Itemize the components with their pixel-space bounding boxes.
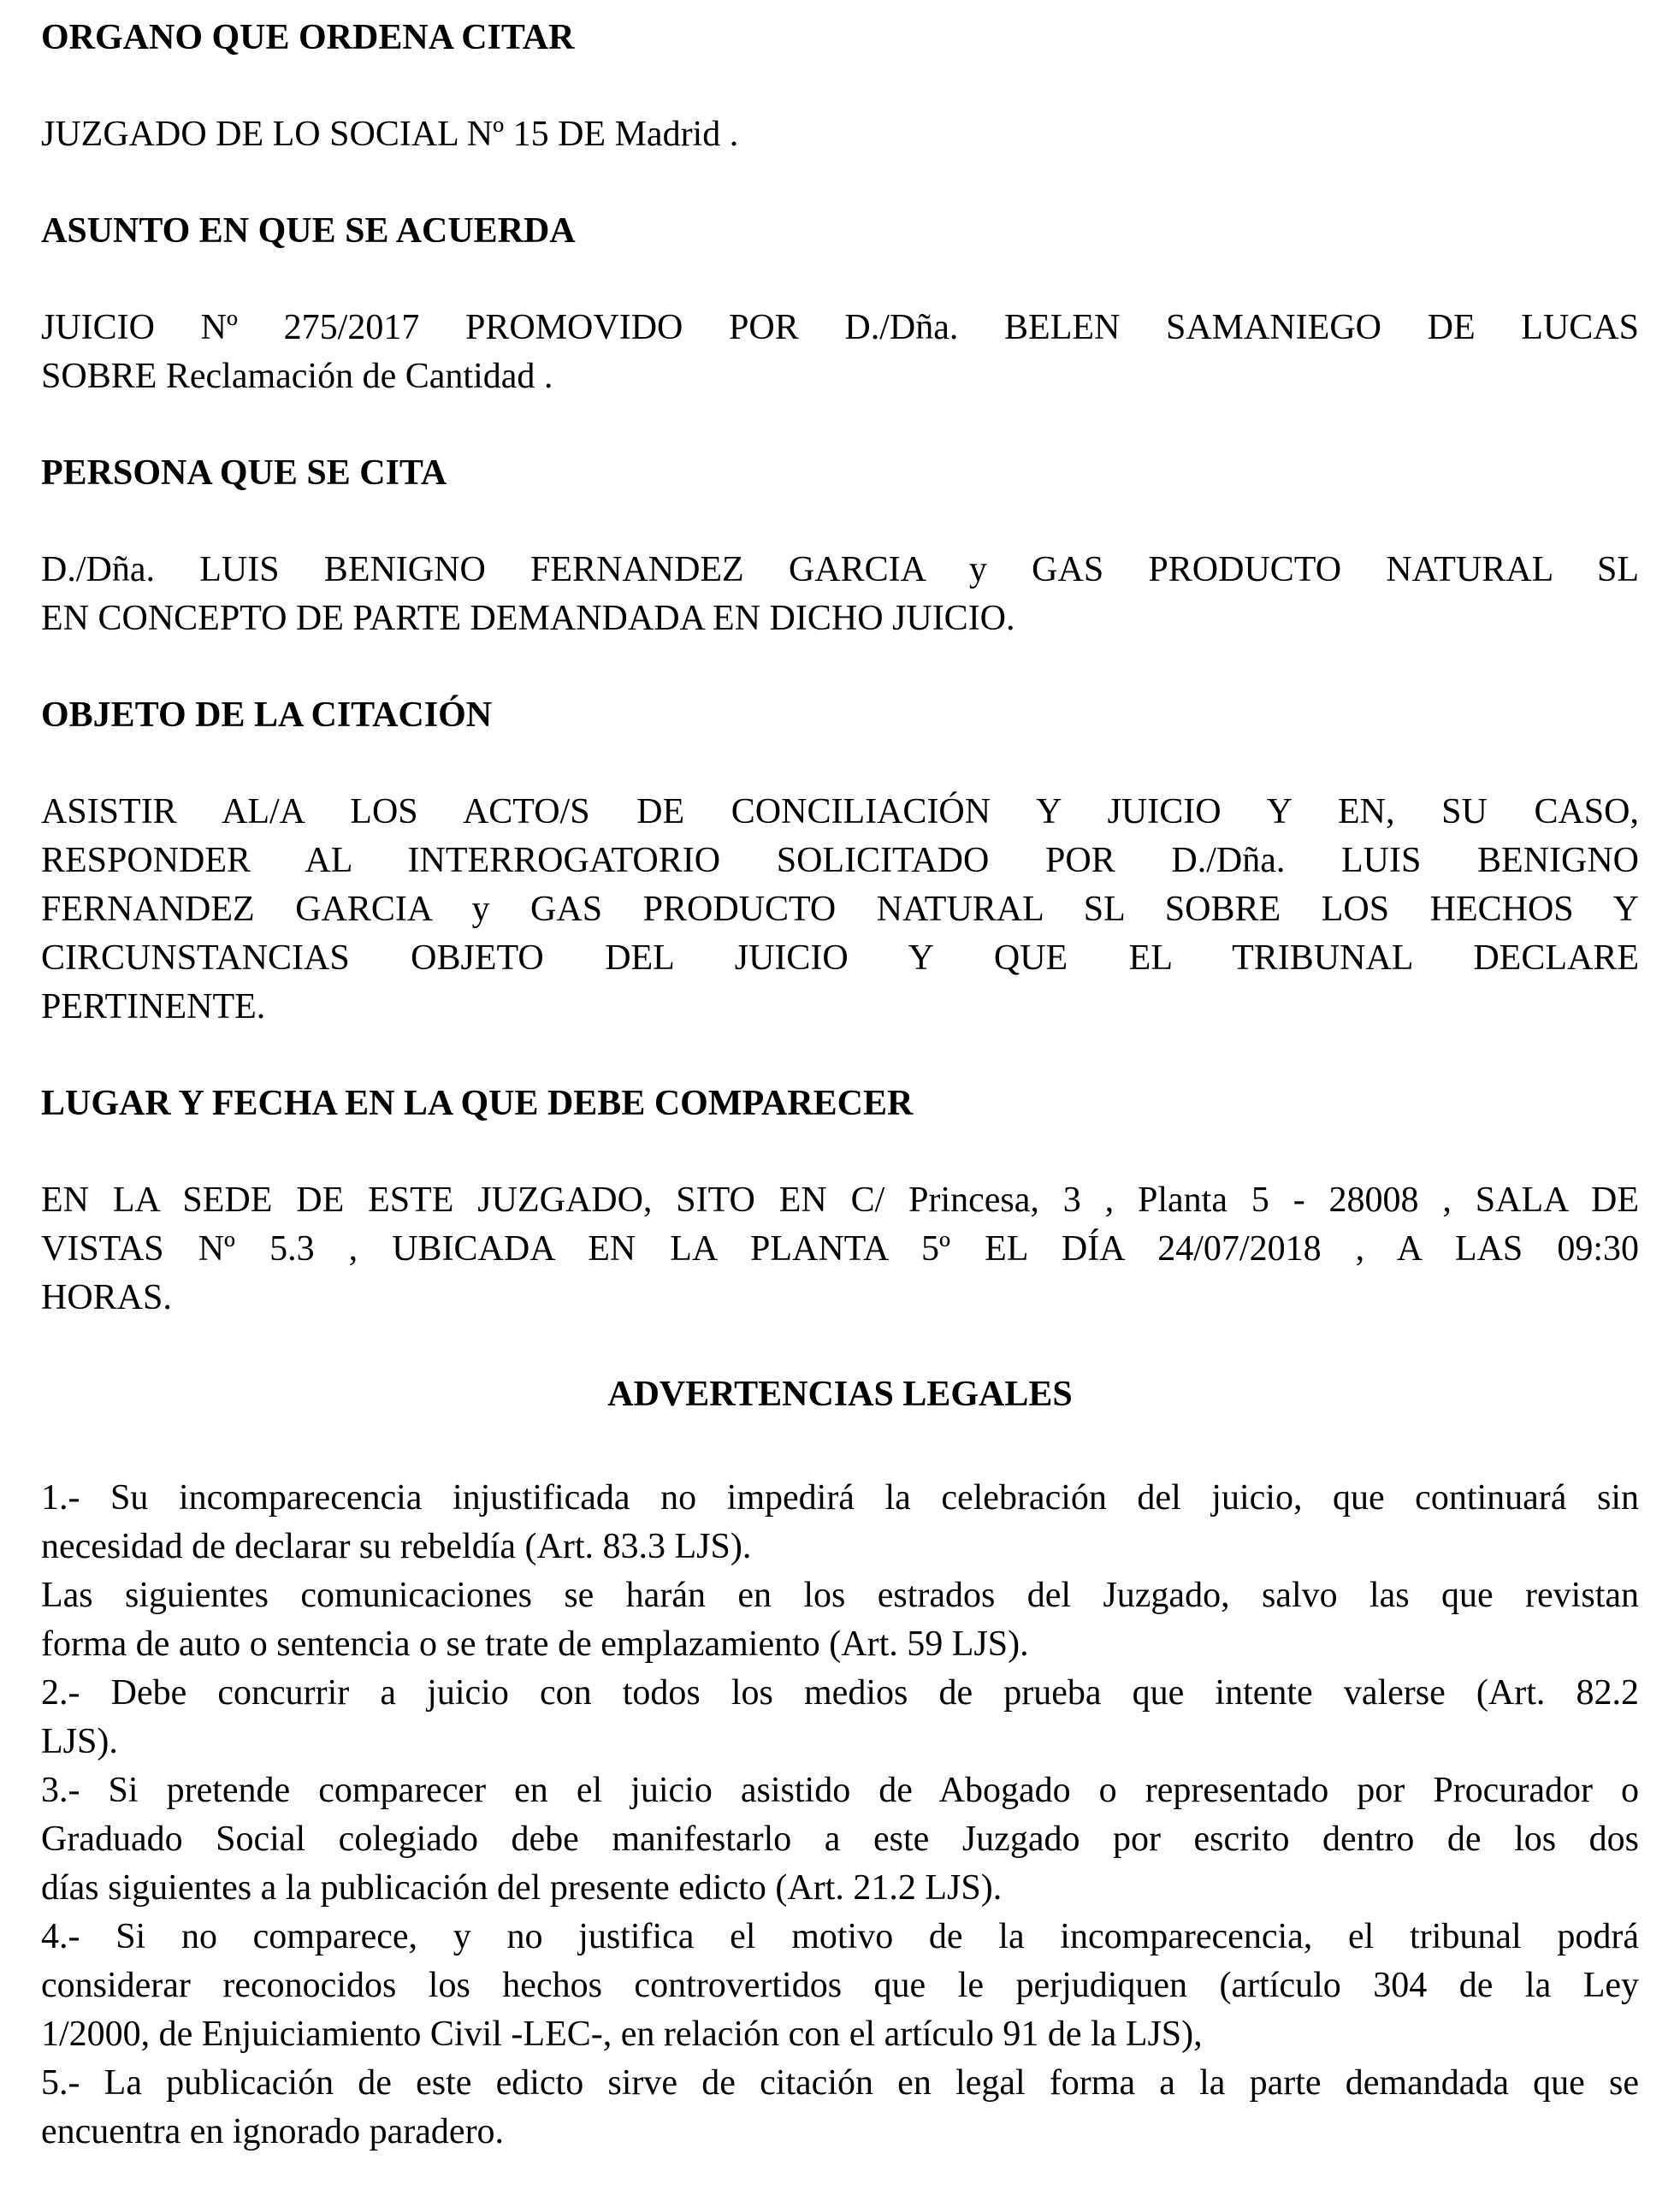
paragraph-line: Graduado Social colegiado debe manifestarlo a este Juzgado por escrito dentro de los dos	[41, 1819, 1639, 1859]
section-organo-que-ordena-citar	[41, 14, 1639, 159]
paragraph-line: PERTINENTE.	[41, 987, 266, 1027]
advertencia-item-5	[41, 2059, 1639, 2157]
section-objeto-de-la-citacion	[41, 691, 1639, 1032]
advertencia-item-3	[41, 1766, 1639, 1913]
heading-objeto-de-la-citacion: OBJETO DE LA CITACIÓN	[41, 695, 493, 735]
paragraph-sede	[41, 1176, 1639, 1322]
heading-organo-que-ordena-citar: ORGANO QUE ORDENA CITAR	[41, 18, 575, 57]
paragraph-line: RESPONDER AL INTERROGATORIO SOLICITADO POR D./Dña. LUIS BENIGNO	[41, 841, 1639, 880]
paragraph-line: Las siguientes comunicaciones se harán en los estrados del Juzgado, salvo las que revistan	[41, 1576, 1639, 1615]
paragraph-line: 5.- La publicación de este edicto sirve de citación en legal forma a la parte demandada que se	[41, 2063, 1639, 2103]
section-asunto-en-que-se-acuerda	[41, 207, 1639, 401]
paragraph-juzgado	[41, 110, 1639, 159]
paragraph-line: forma de auto o sentencia o se trate de emplazamiento (Art. 59 LJS).	[41, 1624, 1029, 1664]
paragraph-line: CIRCUNSTANCIAS OBJETO DEL JUICIO Y QUE EL TRIBUNAL DECLARE	[41, 938, 1639, 978]
paragraph-line: necesidad de declarar su rebeldía (Art. 83.3 LJS).	[41, 1527, 752, 1566]
paragraph-juicio	[41, 304, 1639, 401]
paragraph-line: SOBRE Reclamación de Cantidad .	[41, 357, 553, 396]
heading-lugar-y-fecha: LUGAR Y FECHA EN LA QUE DEBE COMPARECER	[41, 1084, 914, 1123]
heading-asunto-en-que-se-acuerda: ASUNTO EN QUE SE ACUERDA	[41, 211, 576, 251]
heading-advertencias-legales: ADVERTENCIAS LEGALES	[607, 1375, 1073, 1414]
paragraph-line: JUICIO Nº 275/2017 PROMOVIDO POR D./Dña. BELEN SAMANIEGO DE LUCAS	[41, 308, 1639, 347]
paragraph-line: 3.- Si pretende comparecer en el juicio asistido de Abogado o representado por Procurador o	[41, 1771, 1639, 1810]
paragraph-line: FERNANDEZ GARCIA y GAS PRODUCTO NATURAL SL SOBRE LOS HECHOS Y	[41, 890, 1639, 929]
paragraph-line: EN LA SEDE DE ESTE JUZGADO, SITO EN C/ Princesa, 3 , Planta 5 - 28008 , SALA DE	[41, 1180, 1639, 1220]
paragraph-line: EN CONCEPTO DE PARTE DEMANDADA EN DICHO JUICIO.	[41, 599, 1015, 638]
paragraph-line: 1/2000, de Enjuiciamiento Civil -LEC-, en relación con el artículo 91 de la LJS),	[41, 2015, 1203, 2054]
paragraph-line: considerar reconocidos los hechos controvertidos que le perjudiquen (artículo 304 de la Ley	[41, 1966, 1639, 2005]
section-advertencias-legales	[41, 1370, 1639, 2157]
advertencia-item-4	[41, 1913, 1639, 2059]
paragraph-line: 4.- Si no comparece, y no justifica el motivo de la incomparecencia, el tribunal podrá	[41, 1917, 1639, 1956]
paragraph-line: 2.- Debe concurrir a juicio con todos los medios de prueba que intente valerse (Art. 82.2	[41, 1673, 1639, 1713]
section-persona-que-se-cita	[41, 449, 1639, 643]
advertencia-item-2	[41, 1669, 1639, 1766]
section-lugar-y-fecha	[41, 1080, 1639, 1322]
paragraph-line: JUZGADO DE LO SOCIAL Nº 15 DE Madrid .	[41, 115, 739, 154]
heading-persona-que-se-cita: PERSONA QUE SE CITA	[41, 453, 447, 493]
advertencia-item-estrados	[41, 1571, 1639, 1669]
paragraph-line: HORAS.	[41, 1278, 172, 1317]
paragraph-line: encuentra en ignorado paradero.	[41, 2112, 505, 2151]
paragraph-line: D./Dña. LUIS BENIGNO FERNANDEZ GARCIA y GAS PRODUCTO NATURAL SL	[41, 550, 1639, 589]
paragraph-objeto	[41, 788, 1639, 1032]
advertencia-item-1	[41, 1474, 1639, 1571]
paragraph-line: VISTAS Nº 5.3 , UBICADA EN LA PLANTA 5º EL DÍA 24/07/2018 , A LAS 09:30	[41, 1229, 1639, 1269]
paragraph-persona-citada	[41, 546, 1639, 643]
paragraph-line: ASISTIR AL/A LOS ACTO/S DE CONCILIACIÓN Y JUICIO Y EN, SU CASO,	[41, 792, 1639, 831]
paragraph-line: 1.- Su incomparecencia injustificada no impedirá la celebración del juicio, que continuará sin	[41, 1478, 1639, 1518]
paragraph-line: días siguientes a la publicación del presente edicto (Art. 21.2 LJS).	[41, 1868, 1003, 1908]
paragraph-line: LJS).	[41, 1722, 118, 1761]
